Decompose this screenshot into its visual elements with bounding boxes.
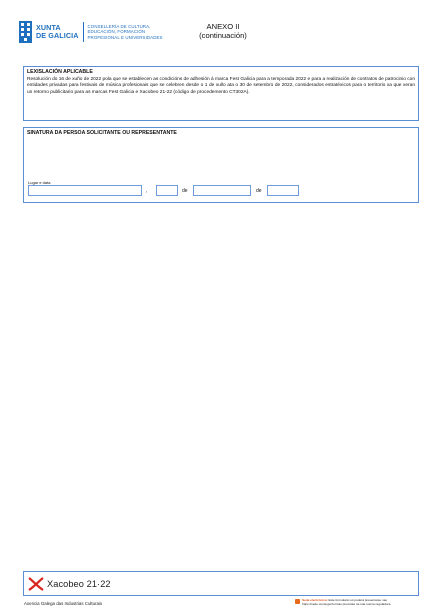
footer-sede-note (295, 599, 420, 607)
xacobeo-logo (28, 575, 148, 593)
month-input[interactable] (193, 185, 251, 196)
place-date-label: Lugar e data (28, 180, 51, 185)
annex-heading (196, 22, 250, 40)
legislation-text: Resolución do 16 de xuño de 2022 pola que se establecen as condicións de adhesión á marca Fest Galicia para a temporada 2022 e para a realización de contratos de patrocinio con entidades privadas para festivais de música profesionais que se celebren desde o 1 de xullo ata o 30 de setembro de 2022, considerados estratéxicos para o territorio xa que xeran un retorno publicitario para as marcas Fest Galicia e Xacobeo 21-22 (código de procedemento CT302A). (27, 77, 416, 95)
xunta-logo (19, 20, 199, 44)
place-input[interactable] (28, 185, 142, 196)
dept-line3: PROFESIONAL E UNIVERSIDADES (87, 34, 163, 40)
annex-title: ANEXO II (206, 22, 240, 31)
logo-line1: XUNTA (36, 23, 61, 32)
legislation-title: LEXISLACIÓN APLICABLE (27, 69, 93, 75)
sede-icon (295, 599, 300, 604)
legislation-section (23, 66, 419, 121)
de-separator-2: de (256, 188, 262, 194)
footer-agency: Axencia Galega das Industrias Culturais (24, 601, 103, 606)
day-input[interactable] (156, 185, 178, 196)
dept-line1: CONSELLERÍA DE CULTURA, (87, 24, 151, 30)
sede-text: Este formulario só poderá presentarse nas (328, 598, 387, 602)
logo-line2: DE GALICIA (36, 31, 79, 40)
sede-label: Sede electrónica: (302, 598, 328, 602)
xacobeo-wordmark: Xacobeo 21·22 (47, 579, 111, 589)
dept-line2: EDUCACIÓN, FORMACIÓN (87, 29, 146, 35)
logo-divider (83, 22, 84, 42)
xacobeo-cross-icon (28, 577, 44, 591)
signature-title: SINATURA DA PERSOA SOLICITANTE OU REPRESENTANTE (27, 130, 177, 136)
footer-logo-box (23, 571, 419, 596)
department-name (88, 24, 163, 40)
xunta-emblem-icon (19, 21, 32, 43)
sede-url[interactable]: https://sede.xunta.gal (302, 601, 332, 606)
year-input[interactable] (267, 185, 299, 196)
xunta-wordmark (36, 24, 79, 40)
comma-separator: , (146, 188, 148, 194)
annex-subtitle: (continuación) (199, 31, 247, 40)
signature-section (23, 127, 419, 203)
sede-text-line2: formas previstas na súa norma reguladora (332, 601, 391, 606)
de-separator-1: de (182, 188, 188, 194)
